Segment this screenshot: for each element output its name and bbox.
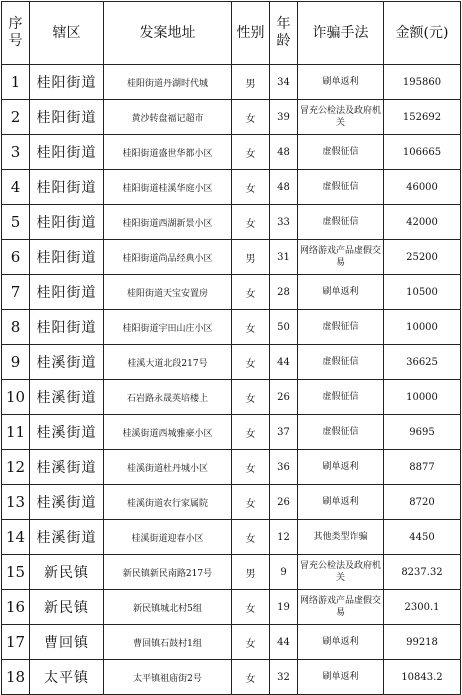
cell-address: 桂阳街道丹湖时代城	[104, 65, 232, 100]
cell-district: 新民镇	[30, 555, 104, 590]
cell-method: 刷单返利	[298, 660, 384, 695]
cell-index: 6	[2, 240, 30, 275]
cell-amount: 10843.2	[384, 660, 461, 695]
fraud-case-table	[1, 1, 461, 695]
cell-method: 虚假征信	[298, 345, 384, 380]
cell-age: 36	[270, 450, 298, 485]
cell-district: 桂阳街道	[30, 170, 104, 205]
header-index-top: 序	[8, 16, 23, 32]
cell-index: 18	[2, 660, 30, 695]
table-row	[2, 625, 461, 660]
cell-method: 虚假征信	[298, 170, 384, 205]
cell-district: 桂阳街道	[30, 275, 104, 310]
table-body	[2, 65, 461, 695]
header-address: 发案地址	[104, 2, 232, 65]
cell-index: 16	[2, 590, 30, 625]
cell-address: 桂溪街道农行家属院	[104, 485, 232, 520]
table-row	[2, 65, 461, 100]
cell-address: 桂阳街道尚品经典小区	[104, 240, 232, 275]
cell-amount: 36625	[384, 345, 461, 380]
cell-age: 33	[270, 205, 298, 240]
cell-district: 曹回镇	[30, 625, 104, 660]
cell-method: 冒充公检法及政府机关	[298, 555, 384, 590]
cell-district: 桂溪街道	[30, 485, 104, 520]
cell-sex: 女	[232, 485, 270, 520]
header-index-bottom: 号	[8, 33, 23, 49]
cell-age: 31	[270, 240, 298, 275]
cell-age: 50	[270, 310, 298, 345]
cell-age: 28	[270, 275, 298, 310]
header-method: 诈骗手法	[298, 2, 384, 65]
table-row	[2, 660, 461, 695]
header-index	[2, 2, 30, 65]
cell-method: 虚假征信	[298, 205, 384, 240]
cell-amount: 8877	[384, 450, 461, 485]
cell-index: 4	[2, 170, 30, 205]
cell-method: 刷单返利	[298, 275, 384, 310]
cell-address: 石岩路永晟英培楼上	[104, 380, 232, 415]
cell-address: 桂溪街道迎春小区	[104, 520, 232, 555]
cell-address: 新民镇新民南路217号	[104, 555, 232, 590]
cell-method: 虚假征信	[298, 310, 384, 345]
cell-age: 26	[270, 380, 298, 415]
cell-sex: 女	[232, 100, 270, 135]
header-age-top: 年	[276, 16, 291, 32]
cell-sex: 女	[232, 205, 270, 240]
cell-address: 桂阳街道宇田山庄小区	[104, 310, 232, 345]
cell-sex: 女	[232, 520, 270, 555]
cell-index: 13	[2, 485, 30, 520]
cell-district: 桂溪街道	[30, 380, 104, 415]
cell-district: 桂阳街道	[30, 135, 104, 170]
cell-address: 新民镇城北村5组	[104, 590, 232, 625]
cell-method: 虚假征信	[298, 415, 384, 450]
cell-method: 冒充公检法及政府机关	[298, 100, 384, 135]
table-row	[2, 450, 461, 485]
cell-sex: 女	[232, 380, 270, 415]
cell-district: 桂阳街道	[30, 205, 104, 240]
cell-address: 桂阳街道盛世华都小区	[104, 135, 232, 170]
cell-amount: 4450	[384, 520, 461, 555]
cell-age: 44	[270, 625, 298, 660]
cell-district: 桂阳街道	[30, 310, 104, 345]
cell-sex: 女	[232, 310, 270, 345]
cell-address: 太平镇祖庙街2号	[104, 660, 232, 695]
cell-district: 桂溪街道	[30, 520, 104, 555]
cell-index: 7	[2, 275, 30, 310]
cell-age: 48	[270, 170, 298, 205]
cell-sex: 女	[232, 660, 270, 695]
cell-index: 10	[2, 380, 30, 415]
cell-district: 桂阳街道	[30, 100, 104, 135]
cell-amount: 10500	[384, 275, 461, 310]
cell-index: 1	[2, 65, 30, 100]
fraud-case-table-container	[1, 1, 461, 695]
cell-sex: 女	[232, 170, 270, 205]
cell-district: 新民镇	[30, 590, 104, 625]
cell-sex: 女	[232, 275, 270, 310]
cell-amount: 46000	[384, 170, 461, 205]
table-row	[2, 170, 461, 205]
cell-sex: 女	[232, 450, 270, 485]
cell-age: 44	[270, 345, 298, 380]
cell-address: 黄沙转盘福记超市	[104, 100, 232, 135]
cell-sex: 男	[232, 555, 270, 590]
cell-method: 网络游戏产品虚假交易	[298, 240, 384, 275]
table-row	[2, 415, 461, 450]
cell-amount: 42000	[384, 205, 461, 240]
cell-age: 48	[270, 135, 298, 170]
cell-sex: 男	[232, 240, 270, 275]
cell-amount: 10000	[384, 380, 461, 415]
cell-age: 39	[270, 100, 298, 135]
cell-index: 5	[2, 205, 30, 240]
table-row	[2, 485, 461, 520]
table-row	[2, 100, 461, 135]
header-amount: 金额(元)	[384, 2, 461, 65]
table-row	[2, 135, 461, 170]
cell-district: 桂溪街道	[30, 415, 104, 450]
cell-method: 虚假征信	[298, 135, 384, 170]
header-row	[2, 2, 461, 65]
cell-amount: 195860	[384, 65, 461, 100]
cell-amount: 152692	[384, 100, 461, 135]
table-row	[2, 555, 461, 590]
cell-sex: 女	[232, 625, 270, 660]
cell-district: 太平镇	[30, 660, 104, 695]
cell-amount: 10000	[384, 310, 461, 345]
table-row	[2, 590, 461, 625]
table-row	[2, 240, 461, 275]
cell-method: 刷单返利	[298, 450, 384, 485]
cell-address: 桂阳街道天宝安置房	[104, 275, 232, 310]
header-district: 辖区	[30, 2, 104, 65]
cell-age: 19	[270, 590, 298, 625]
cell-address: 桂溪大道北段217号	[104, 345, 232, 380]
cell-amount: 99218	[384, 625, 461, 660]
cell-method: 刷单返利	[298, 65, 384, 100]
cell-sex: 女	[232, 135, 270, 170]
cell-sex: 女	[232, 415, 270, 450]
cell-sex: 男	[232, 65, 270, 100]
cell-method: 网络游戏产品虚假交易	[298, 590, 384, 625]
cell-address: 桂阳街道西湖新景小区	[104, 205, 232, 240]
cell-amount: 8720	[384, 485, 461, 520]
cell-age: 26	[270, 485, 298, 520]
table-row	[2, 345, 461, 380]
cell-age: 32	[270, 660, 298, 695]
table-row	[2, 310, 461, 345]
header-age-bottom: 龄	[276, 33, 291, 49]
table-row	[2, 275, 461, 310]
cell-amount: 106665	[384, 135, 461, 170]
cell-index: 8	[2, 310, 30, 345]
cell-age: 12	[270, 520, 298, 555]
cell-index: 12	[2, 450, 30, 485]
cell-method: 虚假征信	[298, 380, 384, 415]
cell-method: 刷单返利	[298, 485, 384, 520]
cell-index: 9	[2, 345, 30, 380]
cell-sex: 女	[232, 345, 270, 380]
table-row	[2, 520, 461, 555]
cell-method: 其他类型诈骗	[298, 520, 384, 555]
cell-age: 34	[270, 65, 298, 100]
header-age	[270, 2, 298, 65]
cell-address: 桂阳街道桂溪华庭小区	[104, 170, 232, 205]
cell-amount: 9695	[384, 415, 461, 450]
cell-index: 2	[2, 100, 30, 135]
header-sex: 性别	[232, 2, 270, 65]
cell-age: 9	[270, 555, 298, 590]
cell-district: 桂溪街道	[30, 345, 104, 380]
cell-index: 15	[2, 555, 30, 590]
cell-index: 11	[2, 415, 30, 450]
cell-index: 17	[2, 625, 30, 660]
cell-sex: 女	[232, 590, 270, 625]
cell-district: 桂溪街道	[30, 450, 104, 485]
table-row	[2, 205, 461, 240]
cell-address: 曹回镇石鼓村1组	[104, 625, 232, 660]
cell-district: 桂阳街道	[30, 65, 104, 100]
cell-index: 3	[2, 135, 30, 170]
cell-index: 14	[2, 520, 30, 555]
cell-address: 桂溪街道杜丹城小区	[104, 450, 232, 485]
cell-amount: 2300.1	[384, 590, 461, 625]
cell-address: 桂溪街道西城雅豪小区	[104, 415, 232, 450]
cell-amount: 8237.32	[384, 555, 461, 590]
cell-age: 37	[270, 415, 298, 450]
cell-method: 刷单返利	[298, 625, 384, 660]
cell-district: 桂阳街道	[30, 240, 104, 275]
table-row	[2, 380, 461, 415]
cell-amount: 25200	[384, 240, 461, 275]
